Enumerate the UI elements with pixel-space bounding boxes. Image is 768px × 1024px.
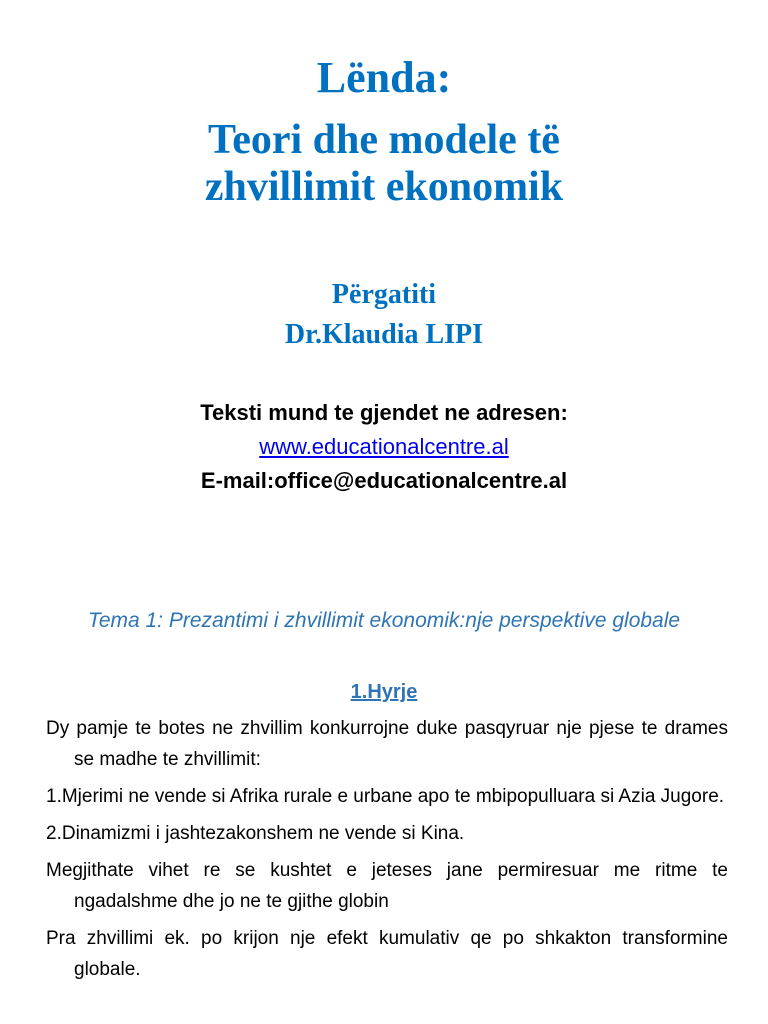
section-heading: 1.Hyrje	[350, 681, 418, 703]
paragraph: Dy pamje te botes ne zhvillim konkurrojne duke pasqyruar nje pjese te drames se madhe te zhvillimit:	[46, 718, 728, 770]
course-title-line-1: Teori dhe modele të	[208, 117, 560, 163]
course-title-line-2: zhvillimit ekonomik	[204, 164, 564, 210]
source-intro: Teksti mund te gjendet ne adresen:	[200, 400, 568, 425]
body-paragraphs	[46, 713, 728, 991]
subject-label: Lënda:	[316, 53, 452, 102]
paragraph: Pra zhvillimi ek. po krijon nje efekt kumulativ qe po shkakton transformine globale.	[46, 928, 728, 980]
website-link[interactable]: www.educationalcentre.al	[259, 434, 509, 459]
paragraph: 2.Dinamizmi i jashtezakonshem ne vende si Kina.	[46, 823, 465, 844]
email-line: E-mail:office@educationalcentre.al	[200, 468, 568, 493]
prepared-by-label: Përgatiti	[331, 279, 437, 310]
topic-heading: Tema 1: Prezantimi i zhvillimit ekonomik:nje perspektive globale	[87, 609, 681, 632]
paragraph: 1.Mjerimi ne vende si Afrika rurale e urbane apo te mbipopulluara si Azia Jugore.	[46, 786, 725, 807]
website-line	[0, 432, 768, 462]
paragraph: Megjithate vihet re se kushtet e jeteses jane permiresuar me ritme te ngadalshme dhe jo ne te gjithe globin	[46, 860, 728, 912]
author-name: Dr.Klaudia LIPI	[284, 319, 484, 350]
